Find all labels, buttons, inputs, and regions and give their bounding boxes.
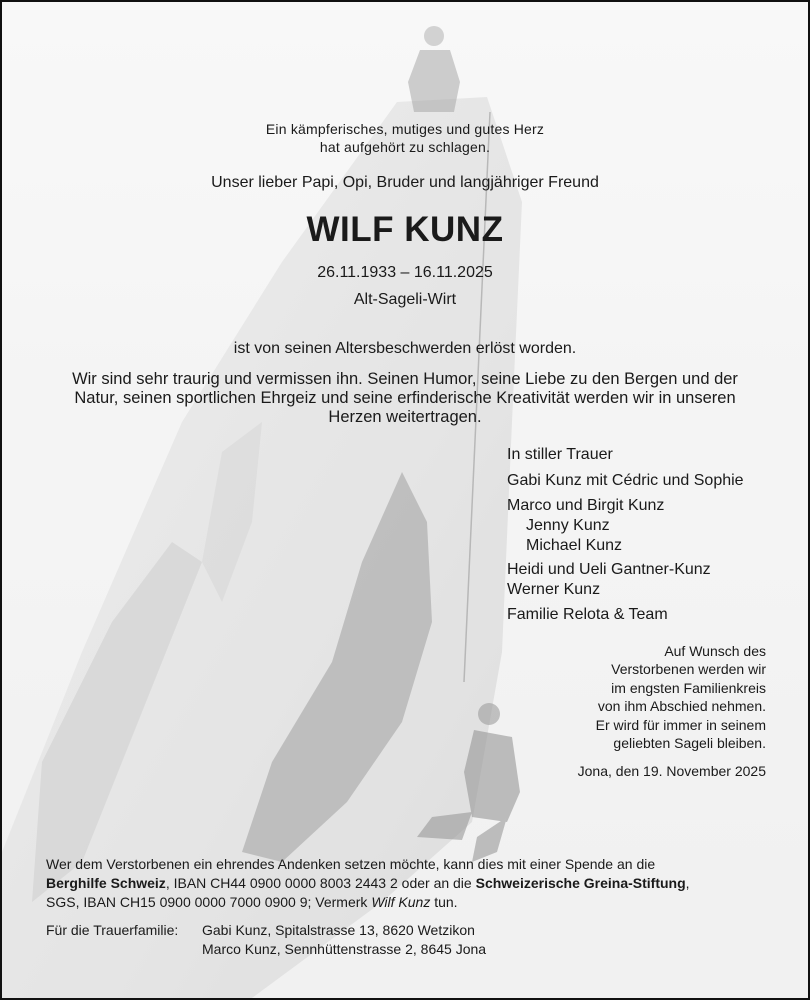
mourner-line-1: Gabi Kunz mit Cédric und Sophie bbox=[507, 472, 744, 489]
lead-line: Unser lieber Papi, Opi, Bruder und langjähriger Freund bbox=[211, 174, 599, 191]
donation-reference: Wilf Kunz bbox=[371, 894, 431, 910]
mourner-line-2a: Jenny Kunz bbox=[526, 517, 610, 534]
tribute-line-1: Wir sind sehr traurig und vermissen ihn. Seinen Humor, seine Liebe zu den Bergen und der bbox=[72, 370, 738, 388]
mourners-heading: In stiller Trauer bbox=[507, 446, 613, 463]
mourner-line-2: Marco und Birgit Kunz bbox=[507, 497, 665, 514]
family-address-1: Gabi Kunz, Spitalstrasse 13, 8620 Wetzikon bbox=[202, 922, 475, 938]
wish-line-3: im engsten Familienkreis bbox=[611, 680, 766, 696]
donation-line-1: Wer dem Verstorbenen ein ehrendes Andenken setzen möchte, kann dies mit einer Spende an die bbox=[46, 856, 656, 872]
mourner-line-2b: Michael Kunz bbox=[526, 537, 623, 554]
life-dates: 26.11.1933 – 16.11.2025 bbox=[317, 264, 493, 281]
deceased-name: WILF KUNZ bbox=[306, 210, 504, 249]
intro-line-2: hat aufgehört zu schlagen. bbox=[319, 139, 491, 155]
released-line: ist von seinen Altersbeschwerden erlöst worden. bbox=[233, 340, 577, 357]
mourner-line-4: Werner Kunz bbox=[507, 581, 601, 598]
mourner-line-3: Heidi und Ueli Gantner-Kunz bbox=[507, 561, 711, 578]
epithet: Alt-Sageli-Wirt bbox=[353, 291, 457, 308]
wish-line-4: von ihm Abschied nehmen. bbox=[597, 698, 766, 714]
place-date: Jona, den 19. November 2025 bbox=[577, 763, 766, 779]
tribute-line-2: Natur, seinen sportlichen Ehrgeiz und seine erfinderische Kreativität werden wir in unseren bbox=[74, 389, 736, 407]
mourner-line-5: Familie Relota & Team bbox=[507, 606, 668, 623]
tribute-line-3: Herzen weitertragen. bbox=[328, 408, 482, 426]
wish-line-5: Er wird für immer in seinem bbox=[595, 717, 766, 733]
family-address-2: Marco Kunz, Sennhüttenstrasse 2, 8645 Jona bbox=[202, 941, 487, 957]
donation-org-1: Berghilfe Schweiz bbox=[46, 875, 166, 891]
intro-line-1: Ein kämpferisches, mutiges und gutes Herz bbox=[265, 121, 545, 137]
donation-line-3: SGS, IBAN CH15 0900 0000 7000 0900 9; Vermerk Wilf Kunz tun. bbox=[46, 894, 458, 910]
donation-org-2: Schweizerische Greina-Stiftung bbox=[475, 875, 686, 891]
wish-line-1: Auf Wunsch des bbox=[664, 643, 766, 659]
family-label: Für die Trauerfamilie: bbox=[46, 922, 179, 938]
wish-line-2: Verstorbenen werden wir bbox=[611, 661, 766, 677]
donation-line-2: Berghilfe Schweiz, IBAN CH44 0900 0000 8003 2443 2 oder an die Schweizerische Greina-Stiftung, bbox=[46, 875, 690, 891]
wish-line-6: geliebten Sageli bleiben. bbox=[613, 735, 766, 751]
